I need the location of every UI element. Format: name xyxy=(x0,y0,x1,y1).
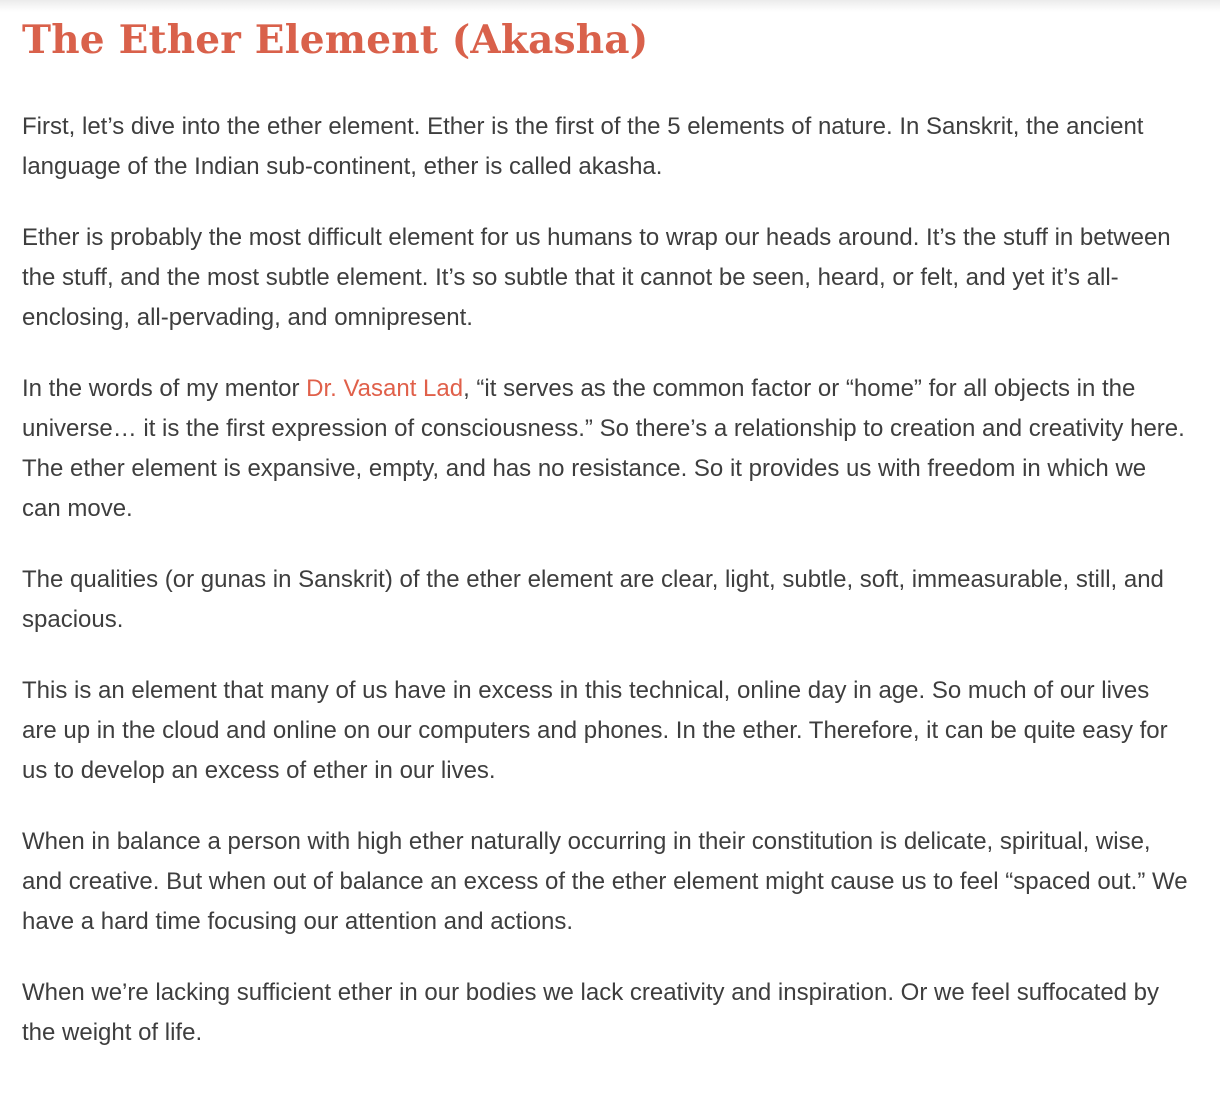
paragraph-difficult-element: Ether is probably the most difficult element for us humans to wrap our heads around. It’s the stuff in between the stuff, and the most subtle element. It’s so subtle that it cannot be seen, heard, or felt, and yet it’s all-enclosing, all-pervading, and omnipresent. xyxy=(22,223,1171,331)
paragraph-balance: When in balance a person with high ether naturally occurring in their constitution is delicate, spiritual, wise, and creative. But when out of balance an excess of the ether element might cause us to feel “spaced out.” We have a hard time focusing our attention and actions. xyxy=(22,827,1188,935)
paragraph-excess: This is an element that many of us have in excess in this technical, online day in age. So much of our lives are up in the cloud and online on our computers and phones. In the ether. Therefore, it can be quite easy for us to develop an excess of ether in our lives. xyxy=(22,676,1168,784)
paragraph-intro: First, let’s dive into the ether element. Ether is the first of the 5 elements of nature. In Sanskrit, the ancient language of the Indian sub-continent, ether is called akasha. xyxy=(22,112,1144,180)
article xyxy=(0,12,1220,1077)
paragraph-mentor-quote xyxy=(22,369,1190,529)
paragraph-text-after-link: , “it serves as the common factor or “home” for all objects in the universe… it is the first expression of consciousness.” So there’s a relationship to creation and creativity here. The ether element is expansive, empty, and has no resistance. So it provides us with freedom in which we can move. xyxy=(22,374,1185,522)
top-shadow xyxy=(0,0,1220,12)
paragraph-text-before-link: In the words of my mentor xyxy=(22,374,307,402)
page-title: The Ether Element (Akasha) xyxy=(22,17,649,63)
paragraph-qualities: The qualities (or gunas in Sanskrit) of the ether element are clear, light, subtle, soft, immeasurable, still, and spacious. xyxy=(22,565,1164,633)
paragraph-lacking: When we’re lacking sufficient ether in our bodies we lack creativity and inspiration. Or we feel suffocated by the weight of life. xyxy=(22,978,1160,1046)
dr-vasant-lad-link[interactable]: Dr. Vasant Lad xyxy=(306,374,464,402)
